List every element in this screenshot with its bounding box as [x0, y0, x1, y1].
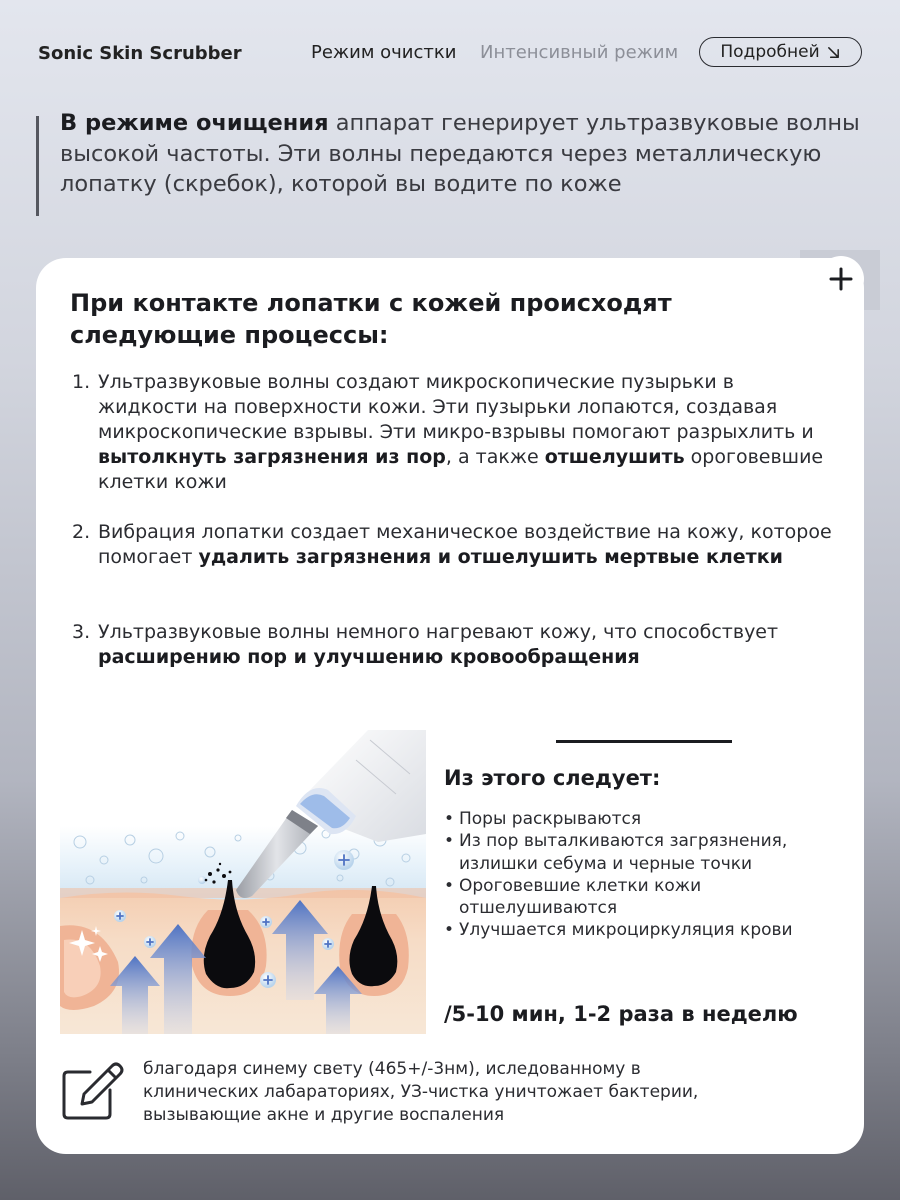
result-item: • Из пор выталкиваются загрязнения, излишки себума и черные точки	[444, 830, 864, 875]
result-item: • Улучшается микроциркуляция крови	[444, 919, 864, 941]
item-text-bold: расширению пор и улучшению кровообращения	[98, 646, 640, 668]
intro-accent-bar	[36, 116, 39, 216]
item-text-part: Ультразвуковые волны создают микроскопические пузырьки в жидкости на поверхности кожи. Эти пузырьки лопаются, создавая микроскопические взрывы. Эти микро-взрывы помогают разрыхлить и	[98, 371, 814, 443]
skin-cleaning-illustration	[60, 730, 426, 1034]
item-text-part: Вибрация лопатки создает механическое воздействие на кожу, которое помогает	[98, 521, 832, 568]
plus-icon	[829, 267, 853, 291]
nav-tab-cleaning-mode[interactable]: Режим очистки	[311, 42, 457, 63]
item-text-part: Ультразвуковые волны немного нагревают кожу, что способствует	[98, 621, 779, 643]
section-divider	[556, 740, 732, 743]
item-text-part: , а также	[445, 446, 545, 468]
nav-tab-intensive-mode[interactable]: Интенсивный режим	[480, 42, 679, 63]
item-text	[98, 620, 832, 670]
process-item-2	[72, 520, 832, 570]
pencil-edit-icon	[60, 1056, 128, 1124]
more-details-button[interactable]	[699, 37, 862, 67]
item-text-bold: удалить загрязнения и отшелушить мертвые клетки	[198, 546, 783, 568]
item-text-bold: вытолкнуть загрязнения из пор	[98, 446, 446, 468]
intro-bold: В режиме очищения	[60, 110, 329, 136]
item-text-bold: отшелушить	[544, 446, 685, 468]
header	[0, 0, 900, 100]
results-title: Из этого следует:	[444, 766, 661, 790]
intro-paragraph	[60, 108, 860, 200]
expand-button[interactable]	[818, 256, 864, 302]
item-text	[98, 520, 832, 570]
item-text	[98, 370, 832, 495]
more-details-label: Подробней	[720, 42, 820, 62]
card-title: При контакте лопатки с кожей происходят следующие процессы:	[70, 289, 672, 349]
process-item-1	[72, 370, 832, 495]
brand-name: Sonic Skin Scrubber	[38, 43, 242, 64]
result-item: • Поры раскрываются	[444, 808, 864, 830]
item-number: 2.	[72, 521, 91, 543]
item-number: 1.	[72, 371, 91, 393]
usage-frequency: /5-10 мин, 1-2 раза в неделю	[444, 1002, 798, 1026]
blue-light-note: благодаря синему свету (465+/-3нм), иследованному в клинических лабараториях, УЗ-чистка уничтожает бактерии, вызывающие акне и другие воспаления	[143, 1059, 699, 1125]
intro-text: аппарат генерирует ультразвуковые волны высокой частоты. Эти волны передаются через металлическую лопатку (скребок), которой вы водите по коже	[60, 110, 860, 197]
results-list	[444, 808, 864, 942]
item-number: 3.	[72, 621, 91, 643]
item-text-part: ороговевшие клетки кожи	[98, 446, 824, 493]
process-item-3	[72, 620, 832, 670]
arrow-down-right-icon	[826, 45, 841, 60]
result-item: • Ороговевшие клетки кожи отшелушиваются	[444, 875, 864, 920]
